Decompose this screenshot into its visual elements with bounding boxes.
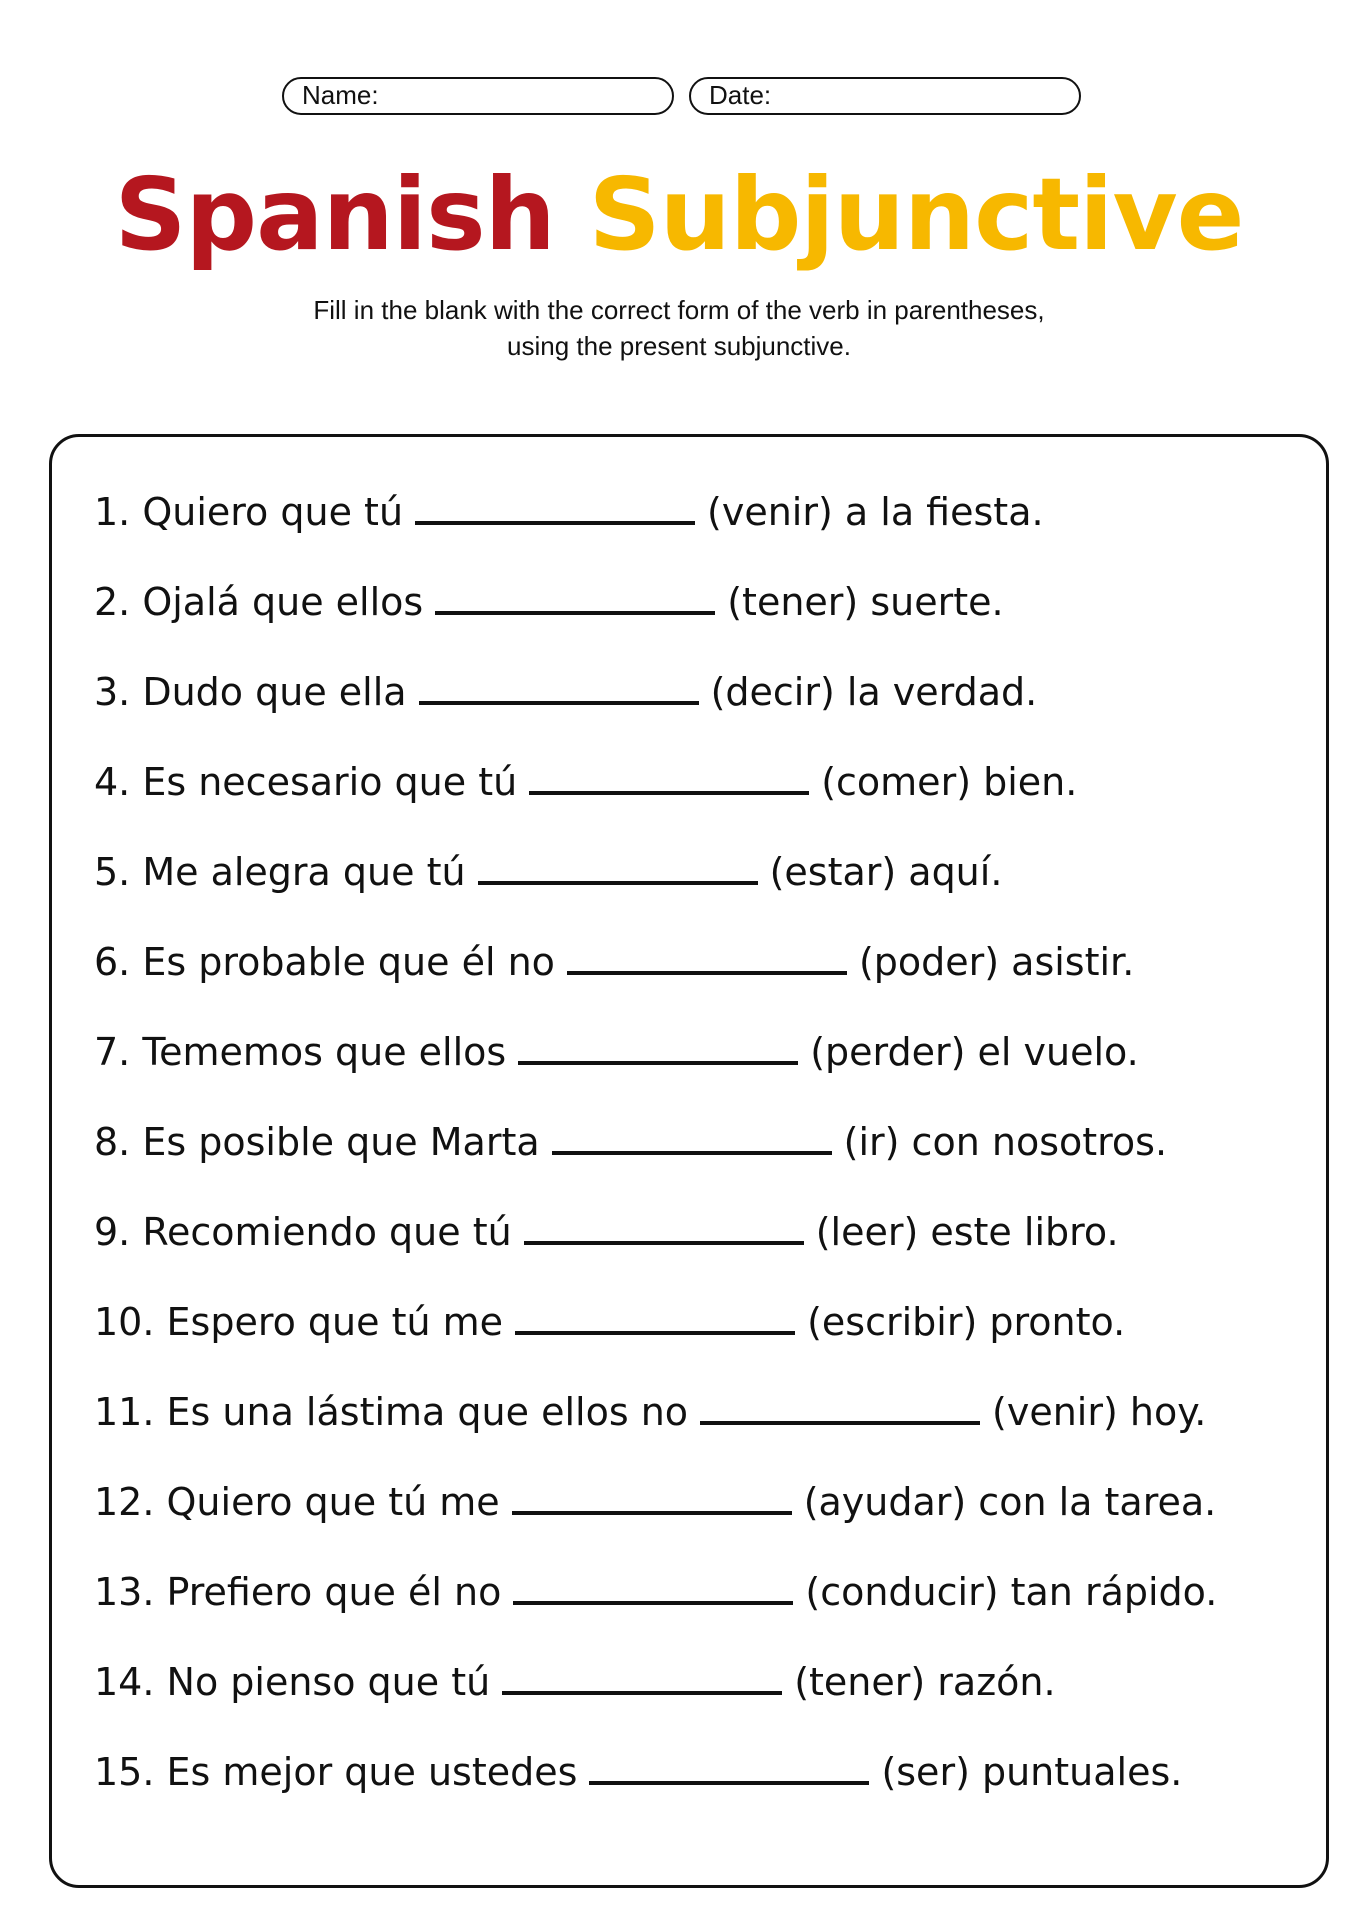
answer-blank[interactable] (524, 1205, 804, 1245)
question-verb: (conducir) tan rápido. (805, 1570, 1218, 1614)
question-verb: (tener) suerte. (727, 580, 1004, 624)
question-11 (94, 1382, 1206, 1442)
date-label: Date: (709, 80, 772, 110)
answer-blank[interactable] (589, 1745, 869, 1785)
question-15 (94, 1742, 1182, 1802)
question-10 (94, 1292, 1125, 1352)
title-word-spanish: Spanish (114, 156, 555, 273)
name-label: Name: (302, 80, 379, 110)
question-5 (94, 842, 1002, 902)
question-prompt: 11. Es una lástima que ellos no (94, 1390, 689, 1434)
answer-blank[interactable] (478, 845, 758, 885)
question-prompt: 8. Es posible que Marta (94, 1120, 540, 1164)
question-prompt: 4. Es necesario que tú (94, 760, 518, 804)
question-verb: (estar) aquí. (769, 850, 1003, 894)
date-field[interactable] (689, 77, 1081, 115)
question-prompt: 9. Recomiendo que tú (94, 1210, 512, 1254)
question-verb: (ser) puntuales. (881, 1750, 1183, 1794)
answer-blank[interactable] (518, 1025, 798, 1065)
answer-blank[interactable] (415, 485, 695, 525)
answer-blank[interactable] (512, 1475, 792, 1515)
question-verb: (venir) a la fiesta. (707, 490, 1044, 534)
question-7 (94, 1022, 1139, 1082)
question-verb: (escribir) pronto. (807, 1300, 1126, 1344)
title-word-subjunctive: Subjunctive (588, 156, 1244, 273)
question-verb: (ayudar) con la tarea. (803, 1480, 1217, 1524)
question-prompt: 6. Es probable que él no (94, 940, 555, 984)
answer-blank[interactable] (419, 665, 699, 705)
question-2 (94, 572, 1004, 632)
question-verb: (ir) con nosotros. (843, 1120, 1168, 1164)
answer-blank[interactable] (513, 1565, 793, 1605)
answer-blank[interactable] (502, 1655, 782, 1695)
question-13 (94, 1562, 1217, 1622)
question-4 (94, 752, 1077, 812)
instructions (0, 292, 1358, 364)
answer-blank[interactable] (515, 1295, 795, 1335)
question-8 (94, 1112, 1167, 1172)
answer-blank[interactable] (529, 755, 809, 795)
question-verb: (comer) bien. (821, 760, 1078, 804)
question-verb: (venir) hoy. (992, 1390, 1207, 1434)
instructions-line-1: Fill in the blank with the correct form of the verb in parentheses, (313, 295, 1045, 325)
question-prompt: 3. Dudo que ella (94, 670, 407, 714)
question-prompt: 1. Quiero que tú (94, 490, 404, 534)
worksheet-title (0, 150, 1358, 280)
question-1 (94, 482, 1044, 542)
question-12 (94, 1472, 1216, 1532)
question-prompt: 13. Prefiero que él no (94, 1570, 502, 1614)
question-verb: (decir) la verdad. (710, 670, 1038, 714)
instructions-line-2: using the present subjunctive. (507, 331, 851, 361)
question-3 (94, 662, 1037, 722)
question-prompt: 15. Es mejor que ustedes (94, 1750, 578, 1794)
answer-blank[interactable] (435, 575, 715, 615)
question-prompt: 10. Espero que tú me (94, 1300, 504, 1344)
name-field[interactable] (282, 77, 674, 115)
question-prompt: 7. Tememos que ellos (94, 1030, 507, 1074)
question-prompt: 2. Ojalá que ellos (94, 580, 424, 624)
question-6 (94, 932, 1134, 992)
answer-blank[interactable] (567, 935, 847, 975)
question-prompt: 12. Quiero que tú me (94, 1480, 500, 1524)
answer-blank[interactable] (700, 1385, 980, 1425)
question-verb: (perder) el vuelo. (810, 1030, 1139, 1074)
question-prompt: 5. Me alegra que tú (94, 850, 466, 894)
answer-blank[interactable] (552, 1115, 832, 1155)
question-verb: (poder) asistir. (858, 940, 1135, 984)
question-verb: (tener) razón. (794, 1660, 1056, 1704)
question-14 (94, 1652, 1056, 1712)
question-9 (94, 1202, 1119, 1262)
question-prompt: 14. No pienso que tú (94, 1660, 491, 1704)
question-verb: (leer) este libro. (815, 1210, 1119, 1254)
